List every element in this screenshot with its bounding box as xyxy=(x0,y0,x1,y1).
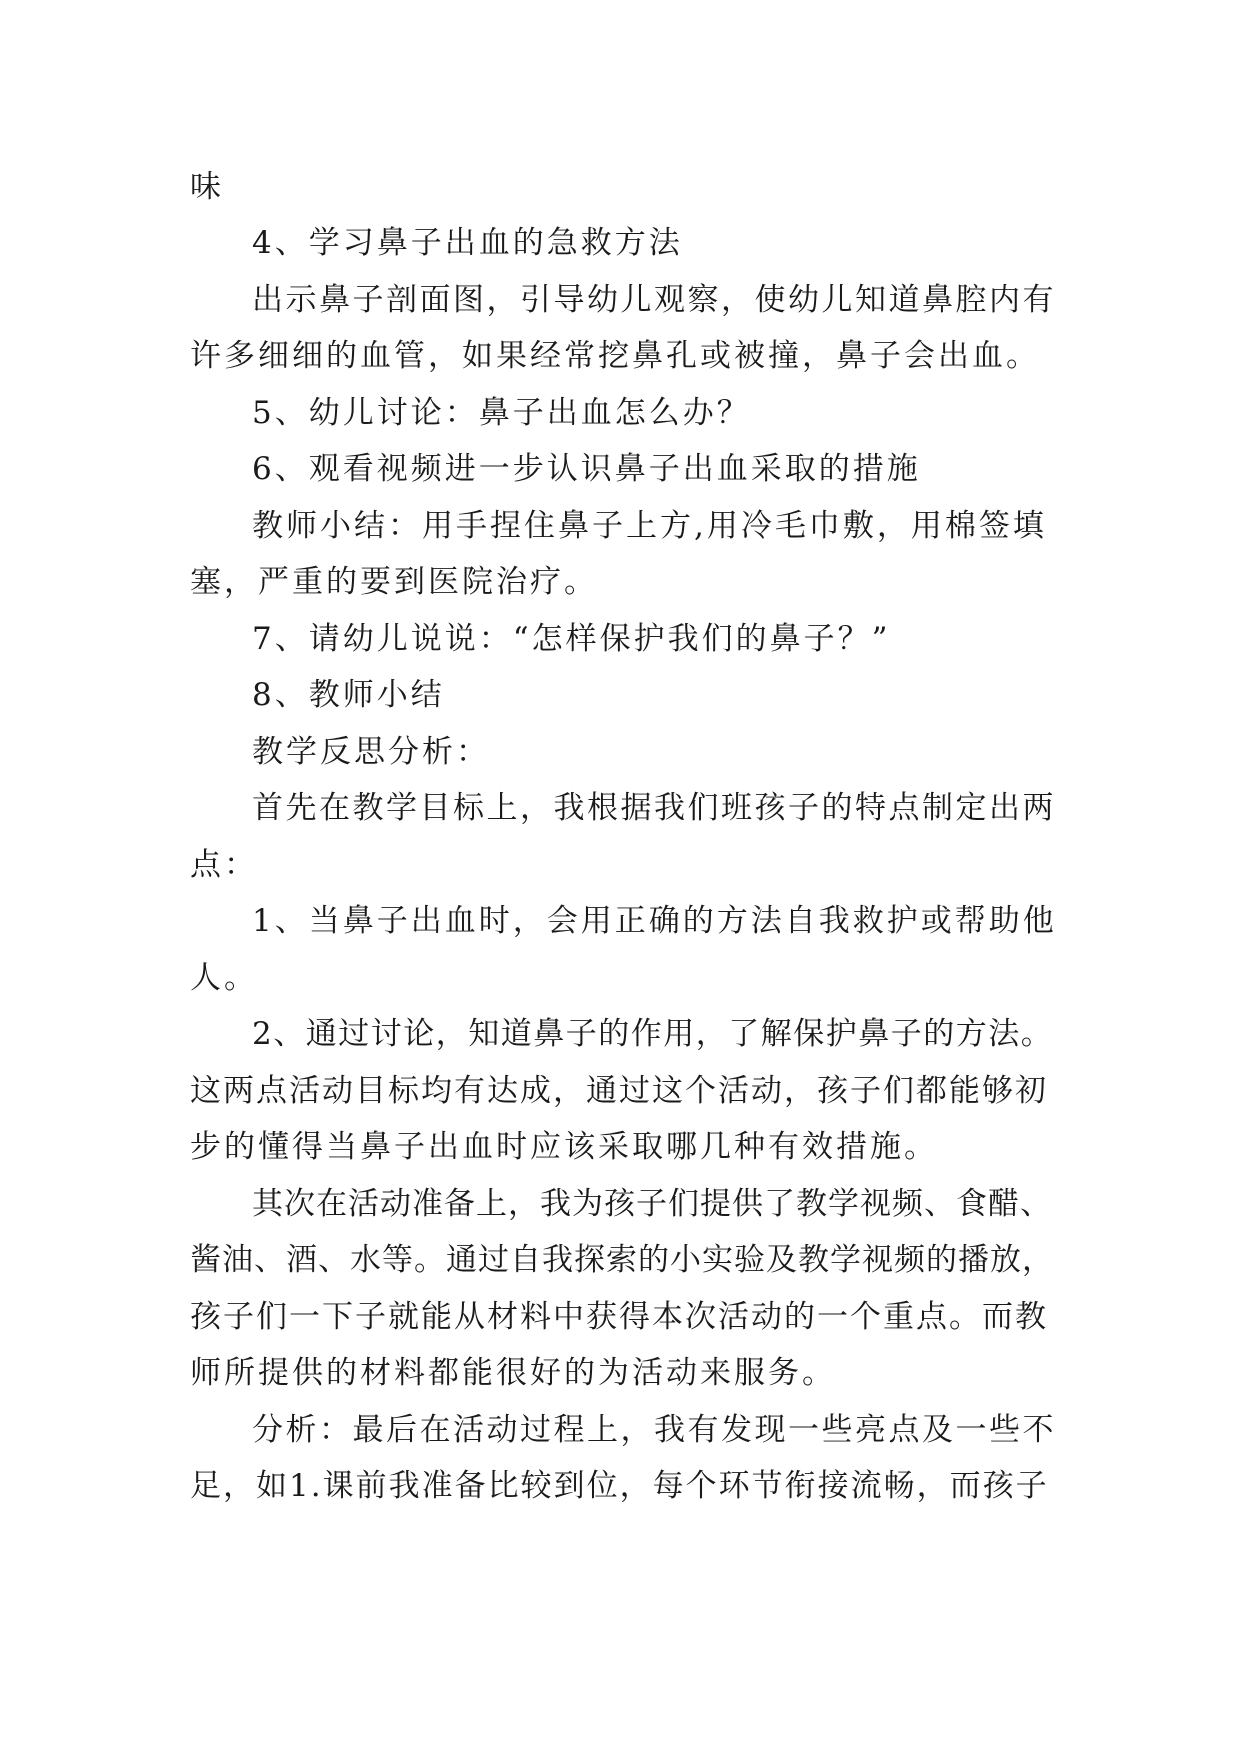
paragraph-line: 这两点活动目标均有达成，通过这个活动，孩子们都能够初 xyxy=(190,1073,1048,1109)
paragraph-line: 塞，严重的要到医院治疗。 xyxy=(190,564,598,600)
paragraph-line: 步的懂得当鼻子出血时应该采取哪几种有效措施。 xyxy=(190,1129,938,1165)
list-item: 6、观看视频进一步认识鼻子出血采取的措施 xyxy=(252,451,921,487)
paragraph-line: 孩子们一下子就能从材料中获得本次活动的一个重点。而教 xyxy=(190,1299,1048,1335)
list-item: 1、当鼻子出血时，会用正确的方法自我救护或帮助他 xyxy=(252,903,1057,939)
paragraph-line: 人。 xyxy=(190,960,258,996)
list-item: 5、幼儿讨论：鼻子出血怎么办？ xyxy=(252,395,751,431)
paragraph-line: 出示鼻子剖面图，引导幼儿观察，使幼儿知道鼻腔内有 xyxy=(252,282,1056,318)
paragraph-line: 许多细细的血管，如果经常挖鼻孔或被撞，鼻子会出血。 xyxy=(190,338,1040,374)
paragraph-line: 点： xyxy=(190,847,258,883)
paragraph-line: 足，如1.课前我准备比较到位，每个环节衔接流畅，而孩子 xyxy=(190,1468,1049,1504)
paragraph-line: 酱油、酒、水等。通过自我探索的小实验及教学视频的播放， xyxy=(190,1242,1054,1278)
paragraph-line: 教师小结：用手捏住鼻子上方,用冷毛巾敷，用棉签填 xyxy=(252,508,1047,544)
paragraph-line: 分析：最后在活动过程上，我有发现一些亮点及一些不 xyxy=(252,1412,1056,1448)
list-item: 2、通过讨论，知道鼻子的作用，了解保护鼻子的方法。 xyxy=(252,1016,1054,1052)
paragraph-line: 其次在活动准备上，我为孩子们提供了教学视频、食醋、 xyxy=(252,1186,1052,1222)
paragraph-line: 首先在教学目标上，我根据我们班孩子的特点制定出两 xyxy=(252,790,1056,826)
list-item: 8、教师小结 xyxy=(252,677,445,713)
section-heading: 教学反思分析： xyxy=(252,734,490,770)
list-item: 4、学习鼻子出血的急救方法 xyxy=(252,225,683,261)
text-line: 味 xyxy=(190,169,224,205)
paragraph-line: 师所提供的材料都能很好的为活动来服务。 xyxy=(190,1355,836,1391)
list-item: 7、请幼儿说说：“怎样保护我们的鼻子？” xyxy=(252,621,891,657)
